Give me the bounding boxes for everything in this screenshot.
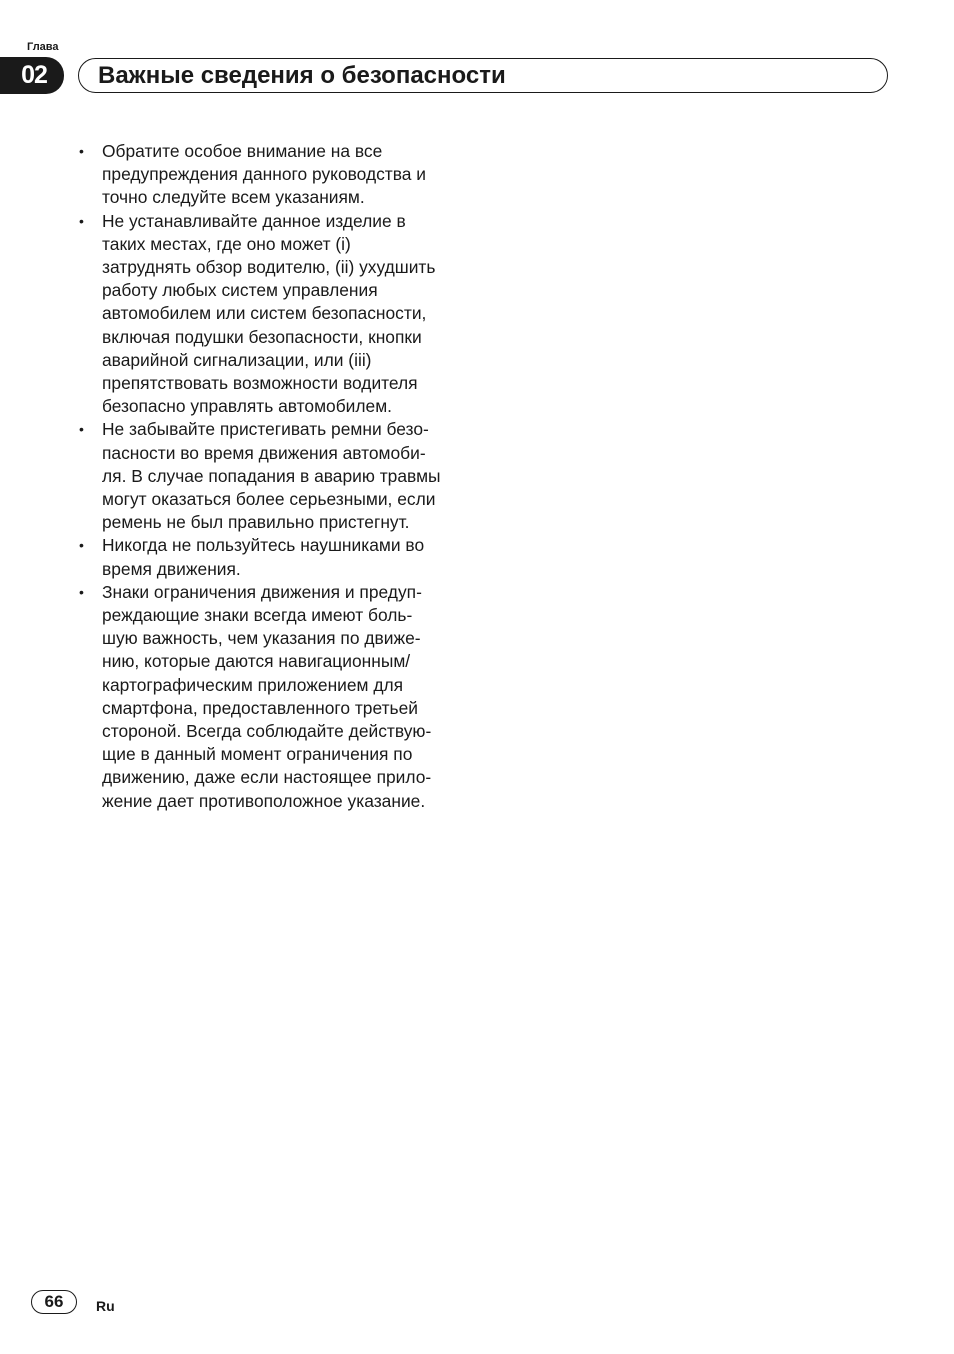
bullet-text-line: время движения. (102, 558, 241, 579)
page-number: 66 (31, 1290, 77, 1314)
bullet-item (76, 418, 476, 534)
bullet-text-line: автомобилем или систем безопасности, (102, 303, 427, 324)
bullet-text-line: Не забывайте пристегивать ремни безо- (102, 419, 429, 440)
bullet-text-line: жение дает противоположное указание. (102, 790, 426, 811)
bullet-text-line: пасности во время движения автомоби- (102, 442, 426, 463)
bullet-text-line: щие в данный момент ограничения по (102, 744, 413, 765)
bullet-marker: • (79, 421, 84, 438)
bullet-marker: • (79, 143, 84, 159)
bullet-marker: • (79, 583, 84, 600)
bullet-text-line: Никогда не пользуйтесь наушниками во (102, 535, 425, 556)
bullet-item (76, 534, 476, 580)
language-label: Ru (96, 1298, 115, 1314)
bullet-text-line: включая подушки безопасности, кнопки (102, 326, 422, 347)
bullet-text-line: Не устанавливайте данное изделие в (102, 210, 406, 231)
page-title: Важные сведения о безопасности (98, 62, 506, 89)
bullet-text-line: затруднять обзор водителю, (ii) ухудшить (102, 257, 436, 278)
bullet-text-line: Обратите особое внимание на все (102, 141, 383, 161)
bullet-text-line: безопасно управлять автомобилем. (102, 396, 392, 417)
bullet-text-line: предупреждения данного руководства и (102, 164, 427, 185)
title-box (78, 58, 888, 93)
bullet-item (76, 210, 476, 419)
safety-bullet-list (76, 140, 476, 813)
bullet-item (76, 140, 476, 210)
chapter-label: Глава (27, 41, 59, 53)
bullet-text-line: шую важность, чем указания по движе- (102, 628, 421, 649)
bullet-text-line: нию, которые даются навигационным/ (102, 651, 411, 672)
bullet-text-line: смартфона, предоставленного третьей (102, 697, 418, 718)
bullet-text-line: ля. В случае попадания в аварию травмы (102, 465, 441, 486)
bullet-text-line: движению, даже если настоящее прило- (102, 767, 432, 788)
bullet-marker: • (79, 537, 84, 554)
bullet-text-line: аварийной сигнализации, или (iii) (102, 349, 372, 370)
bullet-text-line: картографическим приложением для (102, 674, 404, 695)
bullet-text-line: реждающие знаки всегда имеют боль- (102, 605, 413, 626)
bullet-item (76, 581, 476, 813)
bullet-text-line: Знаки ограничения движения и предуп- (102, 581, 422, 602)
bullet-text-line: точно следуйте всем указаниям. (102, 187, 365, 208)
bullet-text-line: стороной. Всегда соблюдайте действую- (102, 721, 432, 742)
bullet-text-line: работу любых систем управления (102, 280, 378, 301)
bullet-text-line: ремень не был правильно пристегнут. (102, 512, 410, 533)
bullet-text-line: таких местах, где оно может (i) (102, 233, 351, 254)
bullet-text-line: препятствовать возможности водителя (102, 373, 418, 394)
bullet-marker: • (79, 212, 84, 229)
bullet-text-line: могут оказаться более серьезными, если (102, 489, 436, 510)
chapter-number-badge: 02 (0, 57, 64, 94)
